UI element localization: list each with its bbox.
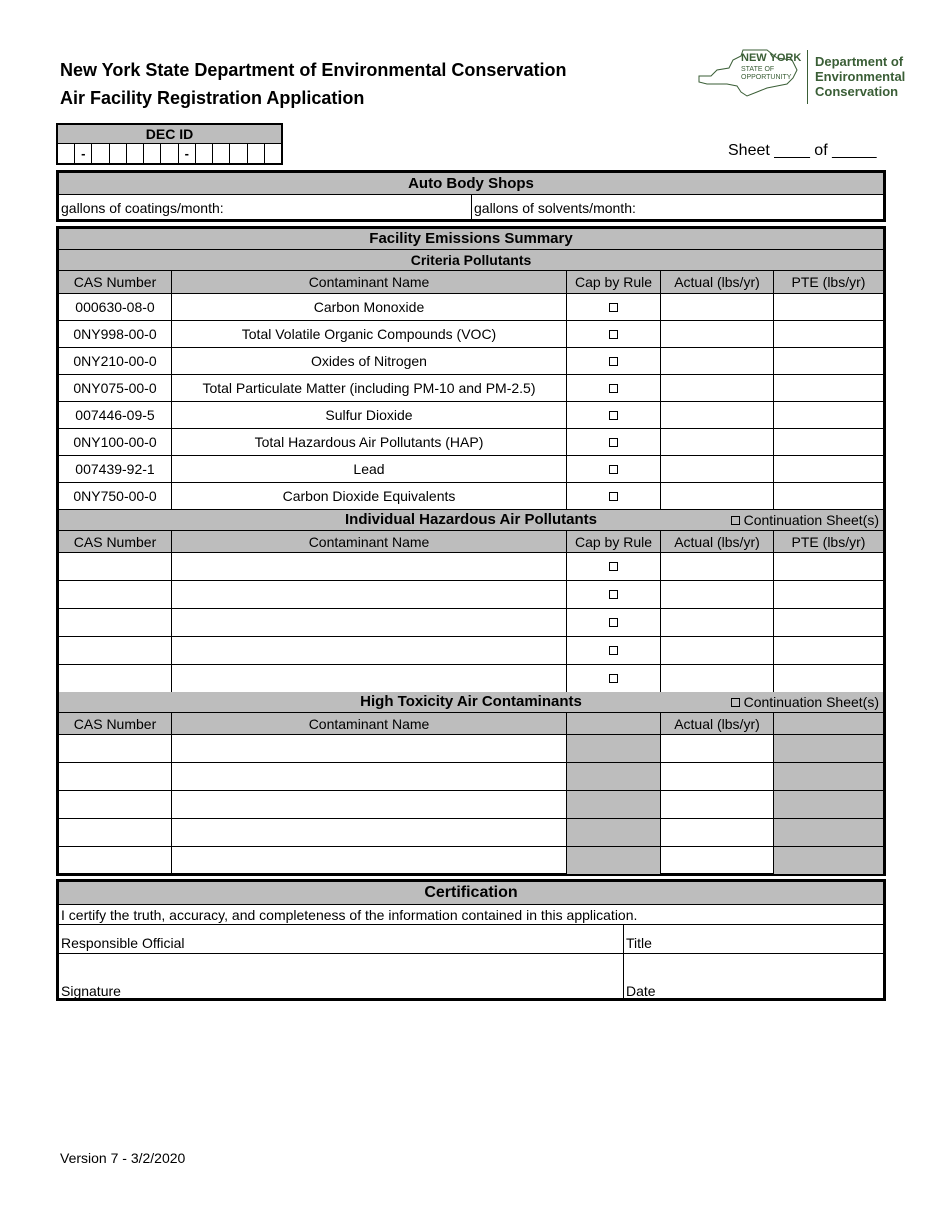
hap-row [59, 553, 883, 581]
logo-dept-line1: Department of [815, 54, 904, 69]
cas-cell[interactable] [59, 847, 171, 874]
cap-by-rule-cell [566, 819, 660, 846]
cap-by-rule-cell [566, 581, 660, 608]
pte-cell[interactable] [773, 294, 883, 320]
logo-tagline-2: OPPORTUNITY [741, 74, 792, 81]
criteria-row [59, 294, 883, 321]
hap-row [59, 581, 883, 609]
checkbox-icon[interactable] [609, 646, 618, 655]
solvents-field[interactable] [471, 195, 883, 220]
pte-cell [773, 735, 883, 762]
htac-row [59, 819, 883, 847]
hap-col-name-header: Contaminant Name [171, 531, 566, 552]
htac-col-cas-header: CAS Number [73, 715, 157, 732]
cap-by-rule-cell [566, 763, 660, 790]
cap-by-rule-cell [566, 294, 660, 320]
dec-id-box [56, 123, 283, 165]
hap-col-actual-header: Actual (lbs/yr) [660, 531, 773, 552]
cap-by-rule-cell [566, 375, 660, 401]
col-cas-header: CAS Number [73, 274, 157, 290]
checkbox-icon[interactable] [609, 411, 618, 420]
checkbox-icon[interactable] [609, 384, 618, 393]
dec-id-cell[interactable] [212, 144, 229, 164]
checkbox-icon[interactable] [609, 303, 618, 312]
criteria-row [59, 402, 883, 429]
pte-cell [773, 819, 883, 846]
actual-cell[interactable] [660, 847, 773, 874]
actual-cell[interactable] [660, 763, 773, 790]
pte-cell[interactable] [773, 483, 883, 509]
dec-id-separator: - [178, 144, 195, 164]
actual-cell[interactable] [660, 483, 773, 509]
signature-row [59, 954, 883, 1001]
col-name-header: Contaminant Name [171, 271, 566, 293]
form-title: New York State Department of Environmental Conservation [60, 60, 567, 80]
contaminant-name-cell: Carbon Monoxide [171, 294, 566, 320]
hap-section-header [59, 509, 883, 531]
checkbox-icon[interactable] [609, 562, 618, 571]
pte-cell[interactable] [773, 456, 883, 482]
contaminant-name-cell[interactable] [171, 791, 566, 818]
title-label: Title [626, 935, 652, 951]
dec-id-label: DEC ID [58, 125, 281, 144]
criteria-row [59, 429, 883, 456]
pte-cell[interactable] [773, 581, 883, 608]
cap-by-rule-cell [566, 456, 660, 482]
dec-id-cell[interactable] [264, 144, 281, 164]
logo-department [815, 54, 905, 99]
actual-cell[interactable] [660, 348, 773, 374]
htac-row [59, 763, 883, 791]
checkbox-icon[interactable] [609, 438, 618, 447]
col-actual-header: Actual (lbs/yr) [660, 271, 773, 293]
emissions-title: Facility Emissions Summary [59, 229, 883, 250]
checkbox-icon[interactable] [609, 330, 618, 339]
criteria-row [59, 348, 883, 375]
auto-body-title: Auto Body Shops [59, 173, 883, 195]
contaminant-name-cell: Total Volatile Organic Compounds (VOC) [171, 321, 566, 347]
cas-cell: 0NY998-00-0 [73, 326, 157, 342]
htac-continuation[interactable] [731, 692, 879, 712]
htac-row [59, 791, 883, 819]
cas-cell[interactable] [59, 791, 171, 818]
pte-cell[interactable] [773, 609, 883, 636]
htac-row [59, 735, 883, 763]
htac-title: High Toxicity Air Contaminants [360, 693, 582, 710]
cas-cell: 007446-09-5 [75, 407, 155, 423]
cap-by-rule-cell [566, 553, 660, 580]
cap-by-rule-cell [566, 735, 660, 762]
form-subtitle: Air Facility Registration Application [60, 88, 365, 108]
criteria-row [59, 375, 883, 402]
criteria-row [59, 456, 883, 483]
dec-id-cell[interactable] [58, 144, 74, 164]
htac-col-blank-header [566, 713, 660, 734]
cap-by-rule-cell [566, 847, 660, 874]
pte-cell [773, 763, 883, 790]
official-title-field[interactable] [623, 925, 883, 953]
contaminant-name-cell: Total Hazardous Air Pollutants (HAP) [171, 429, 566, 455]
hap-col-pte-header: PTE (lbs/yr) [773, 531, 883, 552]
date-label: Date [626, 983, 656, 999]
actual-cell[interactable] [660, 553, 773, 580]
logo-divider [807, 50, 808, 104]
contaminant-name-cell: Sulfur Dioxide [171, 402, 566, 428]
cas-cell[interactable] [59, 637, 171, 664]
contaminant-name-cell[interactable] [171, 763, 566, 790]
dec-id-cell[interactable] [109, 144, 126, 164]
actual-cell[interactable] [660, 791, 773, 818]
checkbox-icon[interactable] [609, 465, 618, 474]
dec-id-cell[interactable] [91, 144, 108, 164]
actual-cell[interactable] [660, 402, 773, 428]
htac-col-blank-header [773, 713, 883, 734]
contaminant-name-cell[interactable] [171, 609, 566, 636]
cap-by-rule-cell [566, 402, 660, 428]
cas-cell: 0NY075-00-0 [73, 380, 157, 396]
hap-header-row [59, 531, 883, 553]
htac-header-row [59, 713, 883, 735]
contaminant-name-cell: Carbon Dioxide Equivalents [171, 483, 566, 509]
date-field[interactable] [623, 954, 883, 1001]
certification-section [56, 879, 886, 1001]
dec-id-cell[interactable] [143, 144, 160, 164]
certification-title: Certification [59, 882, 883, 905]
hap-row [59, 665, 883, 692]
cap-by-rule-cell [566, 791, 660, 818]
pte-cell[interactable] [773, 429, 883, 455]
cas-cell: 007439-92-1 [75, 461, 155, 477]
cas-cell: 0NY100-00-0 [73, 434, 157, 450]
criteria-row [59, 321, 883, 348]
cap-by-rule-cell [566, 665, 660, 692]
hap-col-cap-header: Cap by Rule [566, 531, 660, 552]
checkbox-icon[interactable] [731, 698, 740, 707]
dec-id-cell[interactable] [160, 144, 177, 164]
criteria-row [59, 483, 883, 509]
cap-by-rule-cell [566, 348, 660, 374]
actual-cell[interactable] [660, 735, 773, 762]
hap-row [59, 609, 883, 637]
contaminant-name-cell: Total Particulate Matter (including PM-10 and PM-2.5) [171, 375, 566, 401]
pte-cell[interactable] [773, 665, 883, 692]
sheet-number[interactable]: Sheet ____ of _____ [728, 142, 877, 159]
cas-cell[interactable] [59, 819, 171, 846]
checkbox-icon[interactable] [609, 590, 618, 599]
actual-cell[interactable] [660, 456, 773, 482]
hap-row [59, 637, 883, 665]
contaminant-name-cell: Lead [171, 456, 566, 482]
col-pte-header: PTE (lbs/yr) [773, 271, 883, 293]
contaminant-name-cell[interactable] [171, 847, 566, 874]
cas-cell: 0NY210-00-0 [73, 353, 157, 369]
hap-title: Individual Hazardous Air Pollutants [345, 511, 597, 528]
dec-id-cells[interactable] [58, 144, 281, 164]
cap-by-rule-cell [566, 637, 660, 664]
pte-cell[interactable] [773, 375, 883, 401]
version-text: Version 7 - 3/2/2020 [60, 1150, 186, 1166]
htac-col-actual-header: Actual (lbs/yr) [660, 713, 773, 734]
logo-dept-line2: Environmental [815, 69, 906, 84]
actual-cell[interactable] [660, 321, 773, 347]
cap-by-rule-cell [566, 321, 660, 347]
checkbox-icon[interactable] [609, 674, 618, 683]
contaminant-name-cell[interactable] [171, 581, 566, 608]
dec-id-cell[interactable] [229, 144, 246, 164]
htac-section-header [59, 692, 883, 713]
cas-cell[interactable] [59, 553, 171, 580]
cap-by-rule-cell [566, 483, 660, 509]
checkbox-icon[interactable] [609, 492, 618, 501]
cas-cell: 0NY750-00-0 [73, 488, 157, 504]
cas-cell[interactable] [59, 763, 171, 790]
checkbox-icon[interactable] [609, 357, 618, 366]
checkbox-icon[interactable] [731, 516, 740, 525]
official-row [59, 925, 883, 954]
responsible-official-label: Responsible Official [61, 935, 185, 951]
dec-id-cell[interactable] [247, 144, 264, 164]
pte-cell[interactable] [773, 321, 883, 347]
checkbox-icon[interactable] [609, 618, 618, 627]
hap-continuation[interactable] [731, 510, 879, 530]
cas-cell[interactable] [59, 609, 171, 636]
cap-by-rule-cell [566, 609, 660, 636]
pte-cell[interactable] [773, 637, 883, 664]
logo-new-york: NEW YORK [741, 52, 802, 64]
auto-body-section [56, 170, 886, 222]
pte-cell [773, 847, 883, 874]
cas-cell[interactable] [59, 665, 171, 692]
solvents-label: gallons of solvents/month: [474, 199, 636, 216]
signature-label: Signature [61, 983, 121, 999]
pte-cell[interactable] [773, 402, 883, 428]
htac-col-name-header: Contaminant Name [171, 713, 566, 734]
contaminant-name-cell[interactable] [171, 553, 566, 580]
pte-cell [773, 791, 883, 818]
hap-col-cas-header: CAS Number [73, 533, 157, 550]
pte-cell[interactable] [773, 348, 883, 374]
logo-tagline-1: STATE OF [741, 66, 775, 73]
coatings-label: gallons of coatings/month: [61, 199, 224, 216]
actual-cell[interactable] [660, 294, 773, 320]
dec-id-cell[interactable] [126, 144, 143, 164]
logo-dept-line3: Conservation [815, 84, 899, 99]
contaminant-name-cell[interactable] [171, 819, 566, 846]
contaminant-name-cell: Oxides of Nitrogen [171, 348, 566, 374]
hap-continuation-label: Continuation Sheet(s) [743, 512, 879, 528]
cas-cell[interactable] [59, 735, 171, 762]
pte-cell[interactable] [773, 553, 883, 580]
actual-cell[interactable] [660, 665, 773, 692]
contaminant-name-cell[interactable] [171, 735, 566, 762]
responsible-official-field[interactable] [59, 925, 623, 953]
col-cap-header: Cap by Rule [566, 271, 660, 293]
certification-statement-row [59, 905, 883, 925]
certification-statement: I certify the truth, accuracy, and completeness of the information contained in this application. [61, 906, 638, 923]
actual-cell[interactable] [660, 609, 773, 636]
criteria-header-row [59, 271, 883, 294]
actual-cell[interactable] [660, 581, 773, 608]
cas-cell: 000630-08-0 [75, 299, 155, 315]
coatings-field[interactable] [59, 195, 471, 220]
htac-row [59, 847, 883, 874]
emissions-summary-section [56, 226, 886, 876]
contaminant-name-cell[interactable] [171, 637, 566, 664]
contaminant-name-cell[interactable] [171, 665, 566, 692]
htac-continuation-label: Continuation Sheet(s) [743, 694, 879, 710]
criteria-title: Criteria Pollutants [59, 250, 883, 271]
dec-id-separator: - [74, 144, 91, 164]
actual-cell[interactable] [660, 819, 773, 846]
cas-cell[interactable] [59, 581, 171, 608]
signature-field[interactable] [59, 954, 623, 1001]
actual-cell[interactable] [660, 637, 773, 664]
actual-cell[interactable] [660, 375, 773, 401]
actual-cell[interactable] [660, 429, 773, 455]
dec-id-cell[interactable] [195, 144, 212, 164]
cap-by-rule-cell [566, 429, 660, 455]
